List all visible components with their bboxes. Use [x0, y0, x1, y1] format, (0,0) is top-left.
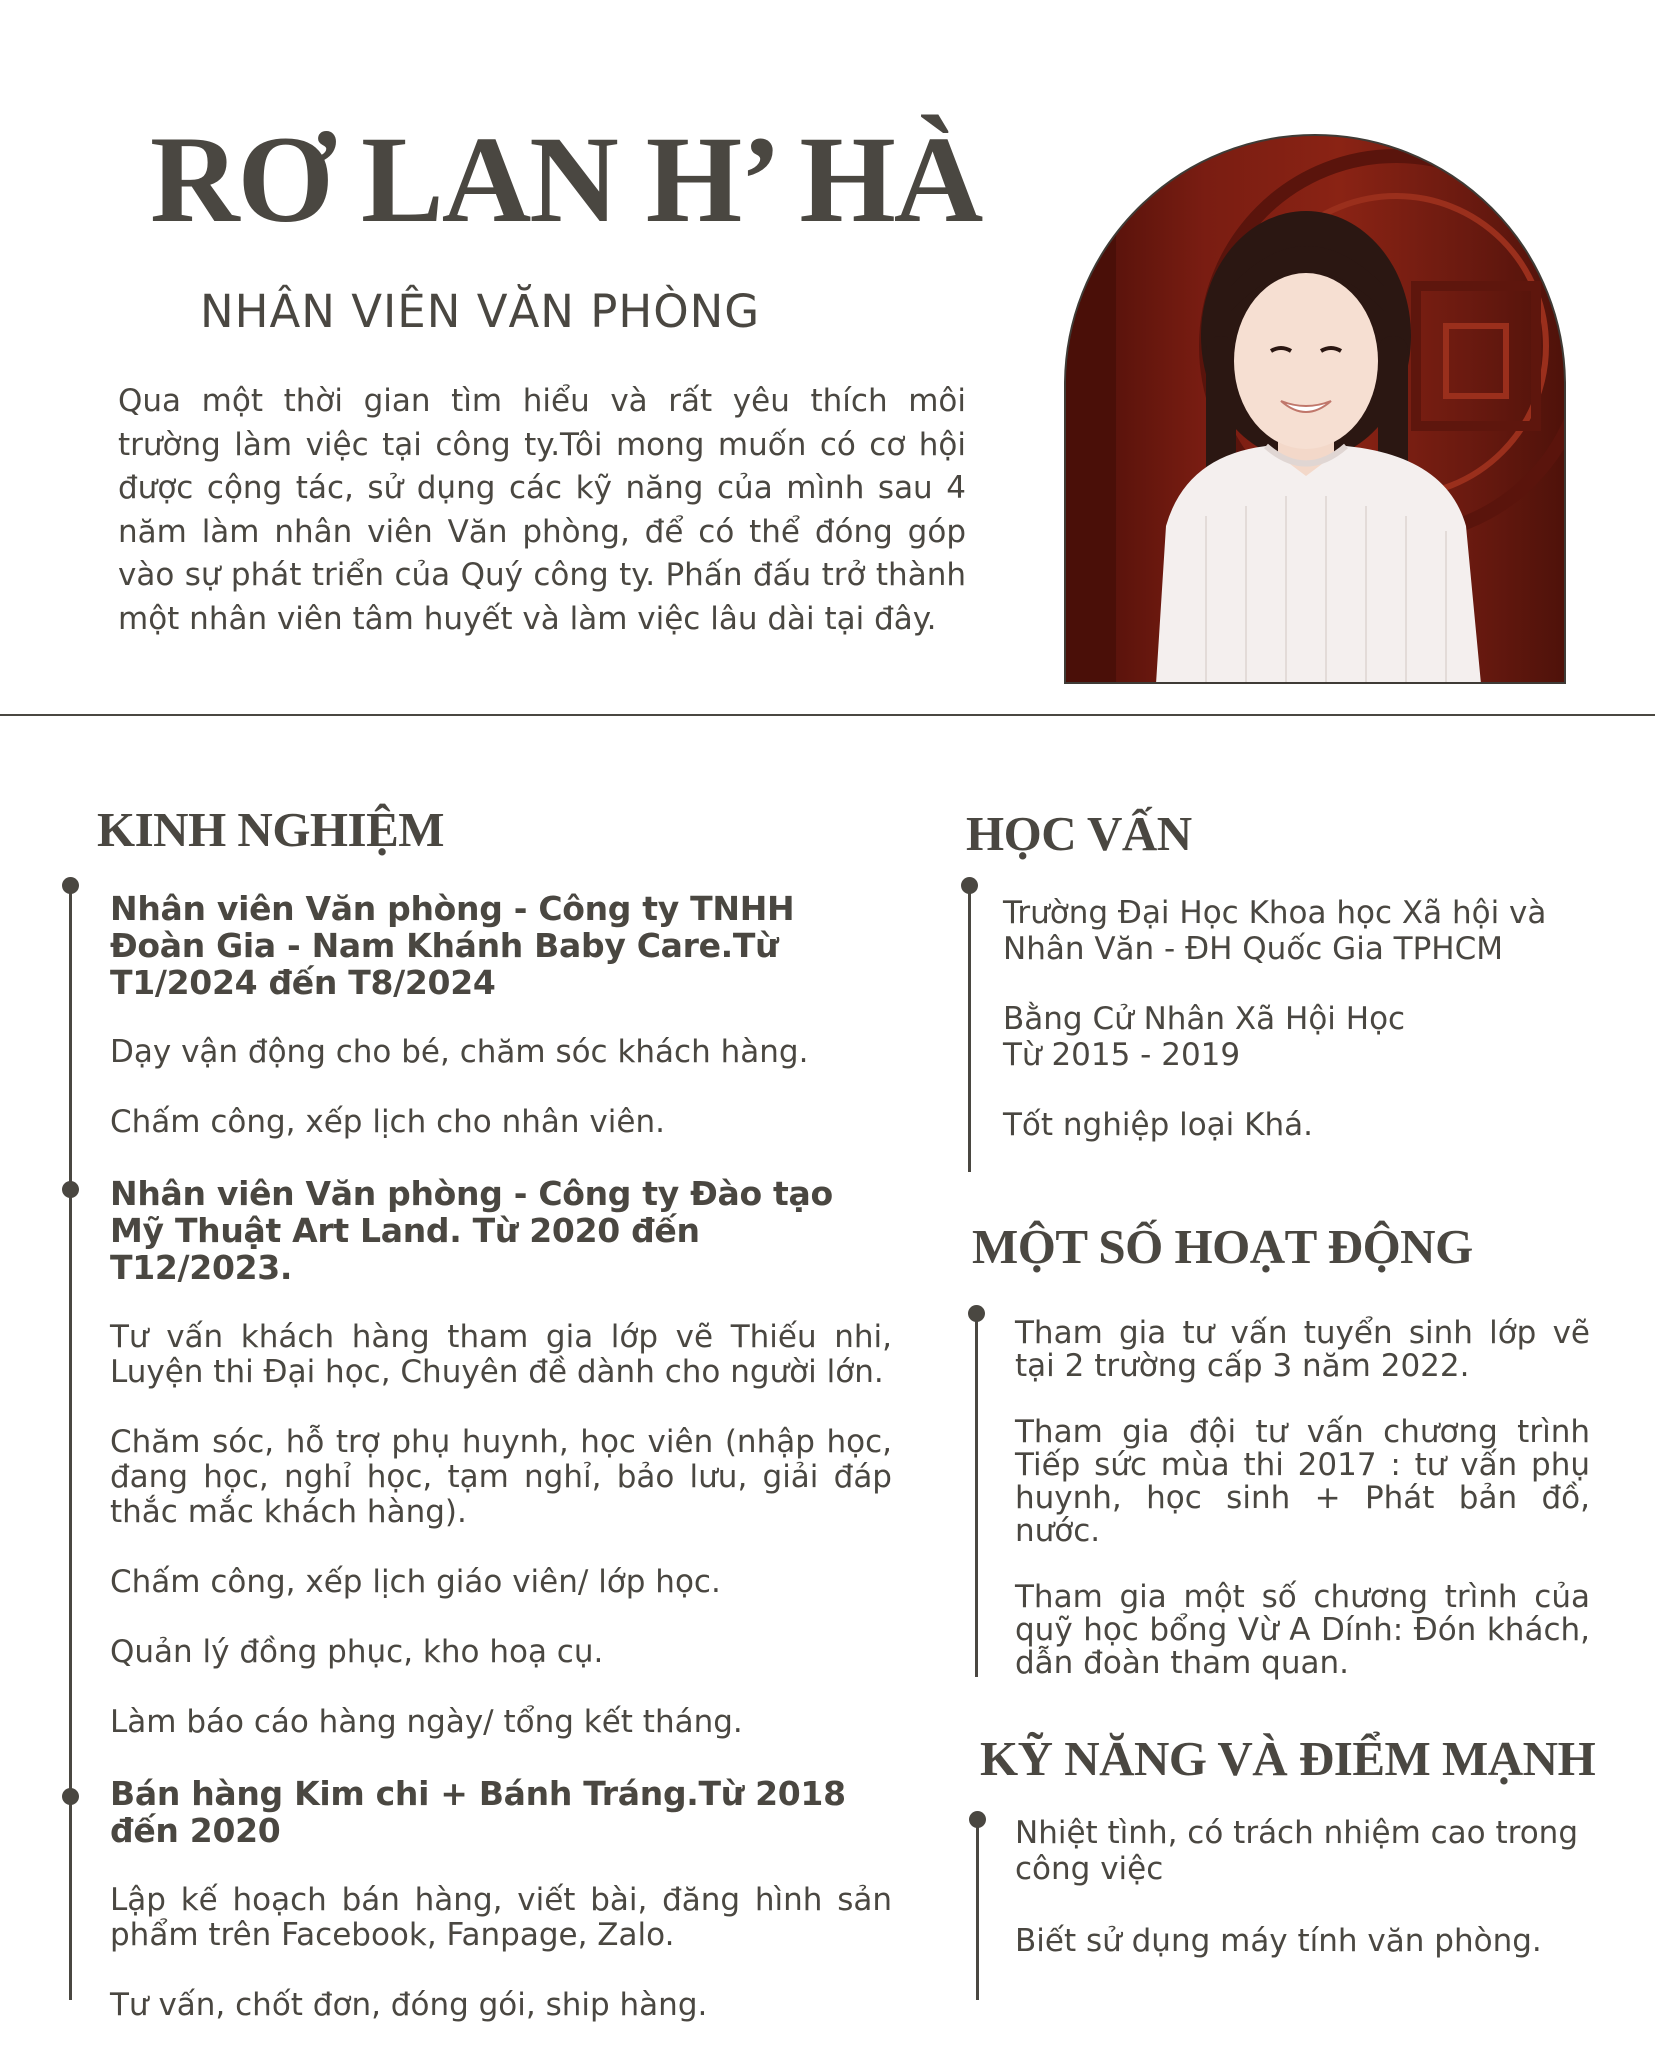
job-duty: Lập kế hoạch bán hàng, viết bài, đăng hình sản phẩm trên Facebook, Fanpage, Zalo. — [110, 1882, 892, 1953]
education-timeline — [968, 885, 971, 1172]
skill-item: Biết sử dụng máy tính văn phòng. — [1015, 1923, 1542, 1959]
activity-item: Tham gia tư vấn tuyển sinh lớp vẽ tại 2 trường cấp 3 năm 2022. — [1015, 1315, 1590, 1384]
timeline-dot — [62, 1181, 79, 1198]
job-duty: Dạy vận động cho bé, chăm sóc khách hàng. — [110, 1034, 809, 1070]
experience-list — [110, 890, 892, 2058]
study-period: Từ 2015 - 2019 — [1003, 1037, 1241, 1073]
timeline-dot — [961, 877, 978, 894]
activity-item: Tham gia đội tư vấn chương trình Tiếp sức mùa thi 2017 : tư vấn phụ huynh, học sinh + Phát bản đồ, nước. — [1015, 1414, 1590, 1549]
job-duty: Chăm sóc, hỗ trợ phụ huynh, học viên (nhập học, đang học, nghỉ học, tạm nghỉ, bảo lưu, giải đáp thắc mắc khách hàng). — [110, 1424, 892, 1530]
education-heading: HỌC VẤN — [966, 806, 1192, 861]
job-duty: Quản lý đồng phục, kho hoạ cụ. — [110, 1634, 604, 1670]
job-duty: Chấm công, xếp lịch giáo viên/ lớp học. — [110, 1564, 721, 1600]
job-entry — [110, 1175, 892, 1740]
job-duty: Tư vấn, chốt đơn, đóng gói, ship hàng. — [110, 1987, 708, 2023]
skills-list — [1015, 1815, 1615, 1995]
activity-item: Tham gia một số chương trình của quỹ học bổng Vừ A Dính: Đón khách, dẫn đoàn tham quan. — [1015, 1579, 1590, 1681]
timeline-dot — [62, 1788, 79, 1805]
school-name-line: Nhân Văn - ĐH Quốc Gia TPHCM — [1003, 931, 1503, 967]
header-divider — [0, 714, 1655, 716]
graduation-grade: Tốt nghiệp loại Khá. — [1003, 1107, 1313, 1143]
skill-item: Nhiệt tình, có trách nhiệm cao trong công việc — [1015, 1815, 1579, 1887]
job-heading: Nhân viên Văn phòng - Công ty TNHH Đoàn Gia - Nam Khánh Baby Care.Từ T1/2024 đến T8/2024 — [110, 889, 795, 1002]
education-details — [1003, 895, 1603, 1143]
timeline-dot — [969, 1811, 986, 1828]
timeline-dot — [968, 1305, 985, 1322]
job-entry — [110, 890, 892, 1140]
job-duty: Chấm công, xếp lịch cho nhân viên. — [110, 1104, 665, 1140]
skills-heading: KỸ NĂNG VÀ ĐIỂM MẠNH — [980, 1731, 1596, 1786]
experience-heading: KINH NGHIỆM — [97, 802, 445, 857]
degree: Bằng Cử Nhân Xã Hội Học — [1003, 1001, 1406, 1037]
timeline-dot — [62, 877, 79, 894]
job-heading: Nhân viên Văn phòng - Công ty Đào tạo Mỹ Thuật Art Land. Từ 2020 đến T12/2023. — [110, 1174, 833, 1287]
profile-photo — [1064, 134, 1566, 684]
job-heading: Bán hàng Kim chi + Bánh Tráng.Từ 2018 đến 2020 — [110, 1774, 846, 1850]
job-duty: Tư vấn khách hàng tham gia lớp vẽ Thiếu nhi, Luyện thi Đại học, Chuyên đề dành cho người lớn. — [110, 1319, 892, 1390]
job-title: NHÂN VIÊN VĂN PHÒNG — [200, 285, 761, 338]
skills-timeline — [976, 1818, 979, 2000]
activities-heading: MỘT SỐ HOẠT ĐỘNG — [972, 1219, 1473, 1274]
job-duty: Làm báo cáo hàng ngày/ tổng kết tháng. — [110, 1704, 743, 1740]
candidate-name: RƠ LAN H’ HÀ — [150, 111, 982, 248]
activities-timeline — [975, 1312, 978, 1677]
activities-list — [1015, 1317, 1590, 1713]
school-name-line: Trường Đại Học Khoa học Xã hội và — [1003, 895, 1547, 931]
career-objective: Qua một thời gian tìm hiểu và rất yêu thích môi trường làm việc tại công ty.Tôi mong muốn có cơ hội được cộng tác, sử dụng các kỹ năng của mình sau 4 năm làm nhân viên Văn phòng, để có thể đóng góp vào sự phát triển của Quý công ty. Phấn đấu trở thành một nhân viên tâm huyết và làm việc lâu dài tại đây. — [118, 383, 966, 637]
job-entry — [110, 1775, 892, 2023]
experience-timeline — [69, 884, 72, 2000]
